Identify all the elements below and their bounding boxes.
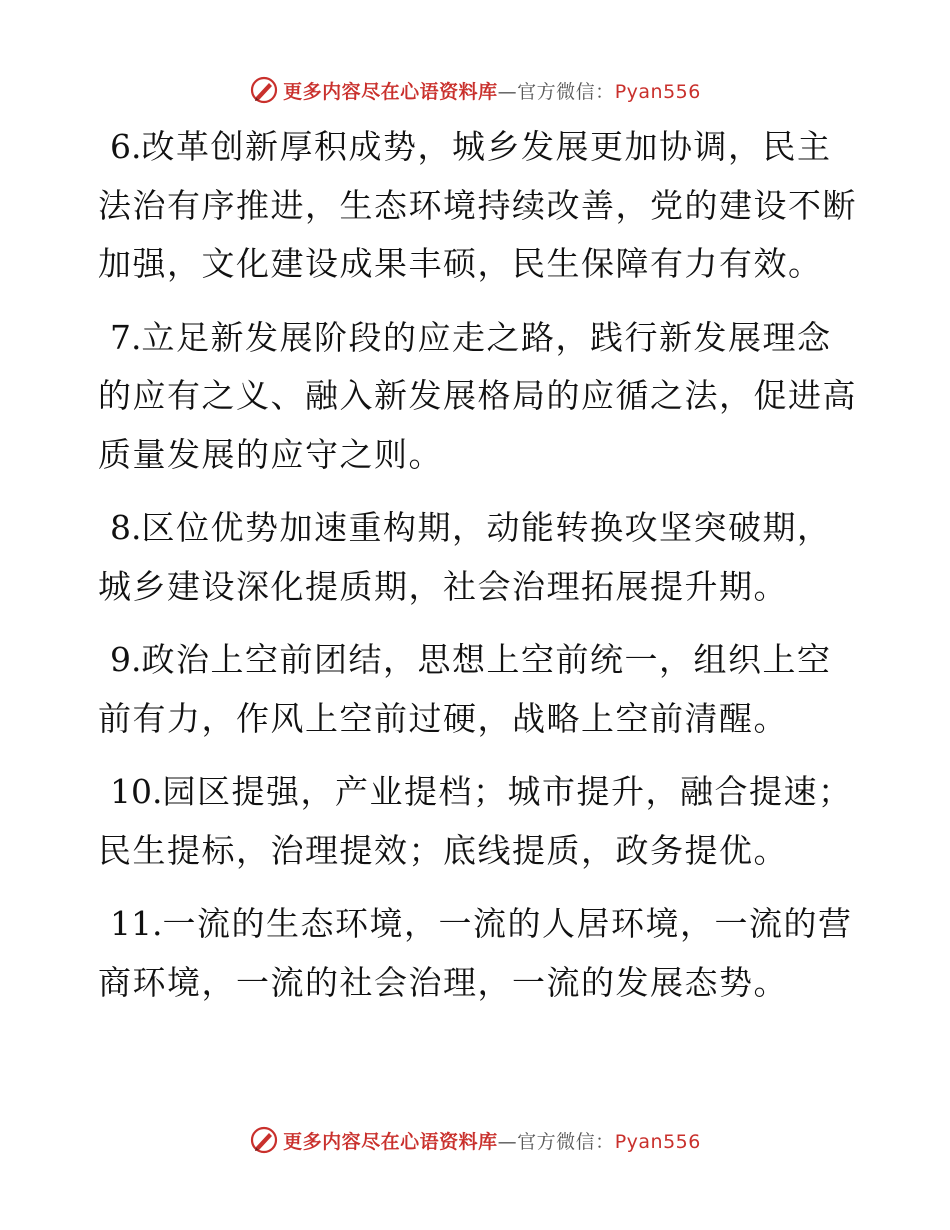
paragraph-number: 9. xyxy=(110,640,142,679)
paragraph-number: 6. xyxy=(110,127,142,166)
document-body xyxy=(98,118,858,1027)
paragraph-text: 改革创新厚积成势，城乡发展更加协调，民主法治有序推进，生态环境持续改善，党的建设不断加强，文化建设成果丰硕，民生保障有力有效。 xyxy=(98,127,857,283)
header-watermark-dash: —官方微信： xyxy=(497,80,615,103)
footer-watermark-main: 更多内容尽在心语资料库 xyxy=(283,1130,498,1153)
paragraph-text: 政治上空前团结，思想上空前统一，组织上空前有力，作风上空前过硬，战略上空前清醒。 xyxy=(98,640,832,738)
footer-watermark-id: Pyan556 xyxy=(614,1130,701,1153)
paragraph-text: 区位优势加速重构期，动能转换攻坚突破期，城乡建设深化提质期，社会治理拓展提升期。 xyxy=(98,508,832,606)
paragraph-9 xyxy=(98,631,858,748)
header-watermark-main: 更多内容尽在心语资料库 xyxy=(283,80,498,103)
paragraph-7 xyxy=(98,309,858,485)
header-watermark xyxy=(0,70,950,110)
paragraph-6 xyxy=(98,118,858,294)
paragraph-text: 一流的生态环境，一流的人居环境，一流的营商环境，一流的社会治理，一流的发展态势。 xyxy=(98,904,853,1002)
paragraph-11 xyxy=(98,895,858,1012)
pen-logo-icon xyxy=(249,75,279,105)
footer-watermark-text xyxy=(283,1127,701,1154)
paragraph-number: 7. xyxy=(110,317,142,357)
paragraph-8 xyxy=(98,499,858,616)
paragraph-text: 立足新发展阶段的应走之路，践行新发展理念的应有之义、融入新发展格局的应循之法，促进高质量发展的应守之则。 xyxy=(98,317,857,474)
footer-watermark-dash: —官方微信： xyxy=(497,1130,615,1153)
paragraph-10 xyxy=(98,763,858,880)
header-watermark-id: Pyan556 xyxy=(614,80,701,103)
header-watermark-text xyxy=(283,77,701,104)
paragraph-number: 11. xyxy=(110,904,163,943)
pen-logo-icon xyxy=(249,1125,279,1155)
paragraph-number: 8. xyxy=(110,508,142,547)
footer-watermark xyxy=(0,1120,950,1160)
paragraph-text: 园区提强，产业提档；城市提升，融合提速；民生提标，治理提效；底线提质，政务提优。 xyxy=(98,772,853,870)
paragraph-number: 10. xyxy=(110,772,163,811)
